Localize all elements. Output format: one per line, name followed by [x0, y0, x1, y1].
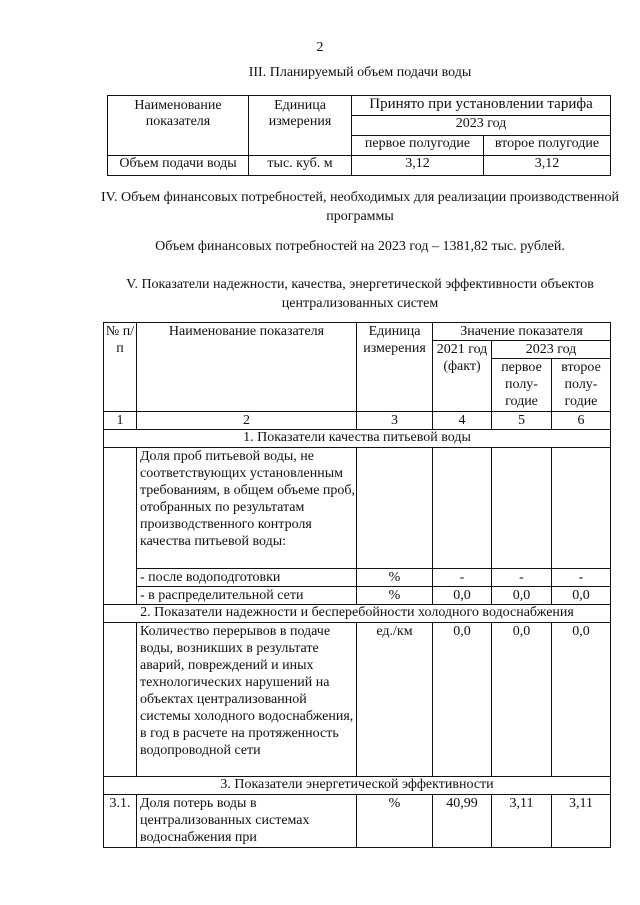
col-num-4: 4 [433, 412, 492, 430]
sec3-h2: 3,11 [552, 795, 611, 848]
col-num-5: 5 [492, 412, 552, 430]
row-unit: тыс. куб. м [249, 156, 352, 176]
sec1-description: Доля проб питьевой воды, не соответствующих установленным требованиям, в общем объеме проб, отобранных по результатам производственного контроля качества питьевой воды: [137, 448, 357, 569]
sec2-2021: 0,0 [433, 623, 492, 777]
row-name: Объем подачи воды [108, 156, 249, 176]
col-num-1: 1 [104, 412, 137, 430]
sec1-row2-unit: % [357, 587, 433, 605]
hdr-number: № п/п [104, 323, 137, 412]
hdr-first-half: первое полу-годие [492, 359, 552, 412]
sec3-2021: 40,99 [433, 795, 492, 848]
section-3-title: III. Планируемый объем подачи воды [248, 65, 472, 80]
col-unit-header: Единица измерения [249, 96, 352, 156]
col-num-3: 3 [357, 412, 433, 430]
sec1-row2-h1: 0,0 [492, 587, 552, 605]
page-number: 2 [316, 40, 324, 55]
hdr-second-half: второе полу-годие [552, 359, 611, 412]
hdr-2021: 2021 год (факт) [433, 341, 492, 412]
sec2-unit: ед./км [357, 623, 433, 777]
indicators-table [103, 322, 611, 848]
col-h1-header: первое полугодие [352, 136, 484, 156]
section-3-energy-title: 3. Показатели энергетической эффективности [104, 777, 611, 795]
sec1-row1-unit: % [357, 569, 433, 587]
sec2-h2: 0,0 [552, 623, 611, 777]
hdr-unit: Единица измерения [357, 323, 433, 412]
sec1-unit-empty [357, 448, 433, 569]
financial-needs-text: Объем финансовых потребностей на 2023 год – 1381,82 тыс. рублей. [155, 239, 565, 254]
sec1-num [104, 448, 137, 605]
col-h2-header: второе полугодие [484, 136, 611, 156]
section-4-title: IV. Объем финансовых потребностей, необходимых для реализации производственной программы [101, 190, 619, 224]
sec2-h1: 0,0 [492, 623, 552, 777]
sec2-description: Количество перерывов в подаче воды, возникших в результате аварий, повреждений и иных технологических нарушений на объектах централизованной системы холодного водоснабжения, в год в расчете на протяженность водопроводной сети [137, 623, 357, 777]
sec1-row1-2021: - [433, 569, 492, 587]
hdr-indicator-value: Значение показателя [433, 323, 611, 341]
row-h1-value: 3,12 [352, 156, 484, 176]
sec1-h1-empty [492, 448, 552, 569]
sec1-row1-h1: - [492, 569, 552, 587]
col-name-header: Наименование показателя [108, 96, 249, 156]
hdr-indicator-name: Наименование показателя [137, 323, 357, 412]
sec3-unit: % [357, 795, 433, 848]
col-value-header: Принято при установлении тарифа [352, 96, 611, 116]
sec3-description: Доля потерь воды в централизованных системах водоснабжения при [137, 795, 357, 848]
sec1-2021-empty [433, 448, 492, 569]
sec1-row2-name: - в распределительной сети [137, 587, 357, 605]
sec2-num [104, 623, 137, 777]
col-num-6: 6 [552, 412, 611, 430]
sec1-h2-empty [552, 448, 611, 569]
sec3-h1: 3,11 [492, 795, 552, 848]
sec3-num: 3.1. [104, 795, 137, 848]
sec1-row2-2021: 0,0 [433, 587, 492, 605]
section-1-title: 1. Показатели качества питьевой воды [104, 430, 611, 448]
section-2-title: 2. Показатели надежности и бесперебойности холодного водоснабжения [104, 605, 611, 623]
section-5-title: V. Показатели надежности, качества, энергетической эффективности объектов централизованных систем [126, 277, 594, 311]
sec1-row2-h2: 0,0 [552, 587, 611, 605]
sec1-row1-h2: - [552, 569, 611, 587]
planned-water-supply-table [107, 95, 611, 176]
hdr-2023: 2023 год [492, 341, 611, 359]
sec1-row1-name: - после водоподготовки [137, 569, 357, 587]
col-num-2: 2 [137, 412, 357, 430]
col-year-header: 2023 год [352, 116, 611, 136]
row-h2-value: 3,12 [484, 156, 611, 176]
